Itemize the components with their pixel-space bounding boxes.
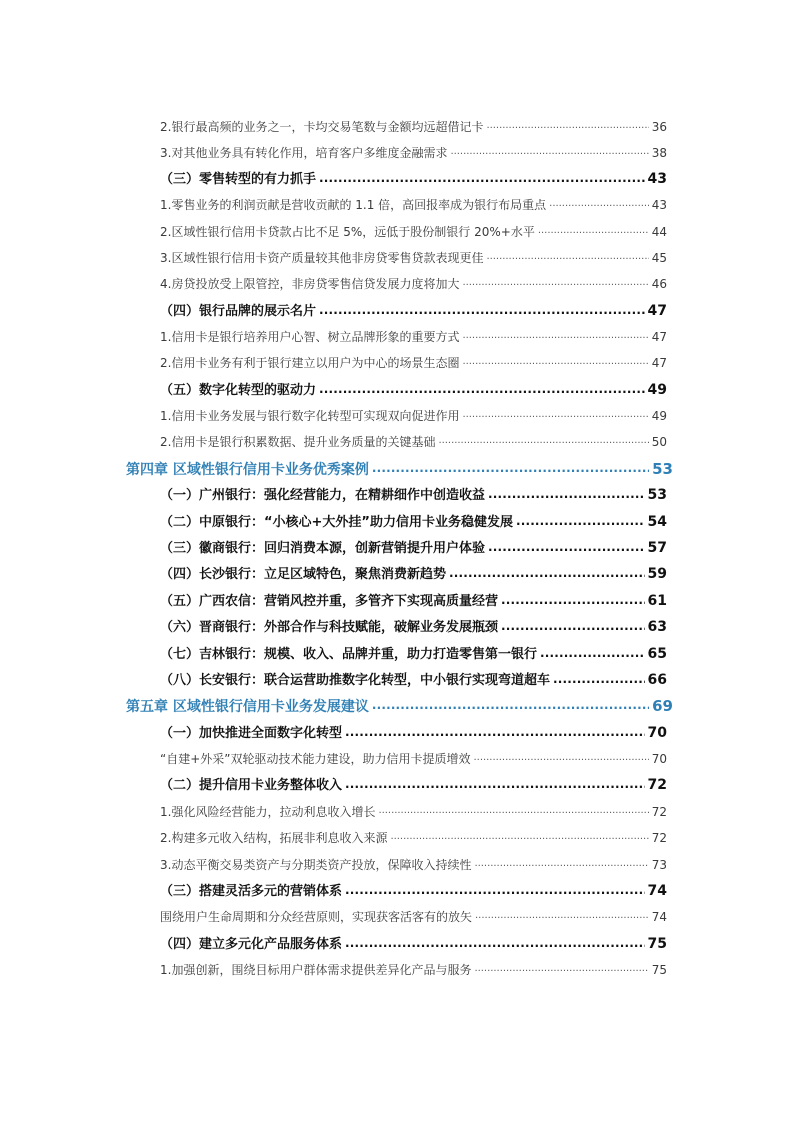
toc-entry[interactable] xyxy=(160,195,667,215)
toc-entry[interactable] xyxy=(160,749,667,769)
toc-entry[interactable] xyxy=(160,143,667,163)
toc-entry-title: （五）数字化转型的驱动力 xyxy=(160,383,317,398)
toc-entry[interactable] xyxy=(160,512,667,532)
toc-entry[interactable] xyxy=(160,248,667,268)
toc-entry-title: 第五章 区域性银行信用卡业务发展建议 xyxy=(126,699,369,715)
toc-leader-dots xyxy=(390,828,648,848)
toc-entry[interactable] xyxy=(160,380,667,400)
toc-entry-title: 1.信用卡是银行培养用户心智、树立品牌形象的重要方式 xyxy=(160,330,460,344)
toc-entry-title: 3.区域性银行信用卡资产质量较其他非房贷零售贷款表现更佳 xyxy=(160,251,484,265)
toc-chapter-entry[interactable] xyxy=(126,459,673,479)
toc-entry[interactable] xyxy=(160,274,667,294)
toc-entry-title: （三）搭建灵活多元的营销体系 xyxy=(160,884,343,899)
toc-leader-dots xyxy=(486,117,648,137)
toc-chapter-entry[interactable] xyxy=(126,696,673,716)
toc-leader-dots xyxy=(516,512,645,532)
toc-entry-page: 43 xyxy=(651,198,667,212)
toc-entry-page: 53 xyxy=(652,460,673,478)
toc-entry-page: 75 xyxy=(647,936,667,952)
toc-leader-dots xyxy=(319,169,645,189)
toc-entry-title: 2.信用卡是银行积累数据、提升业务质量的关键基础 xyxy=(160,435,436,449)
toc-entry-page: 49 xyxy=(651,409,667,423)
toc-entry[interactable] xyxy=(160,855,667,875)
toc-entry[interactable] xyxy=(160,591,667,611)
toc-leader-dots xyxy=(319,301,645,321)
toc-entry-title: （七）吉林银行：规模、收入、品牌并重，助力打造零售第一银行 xyxy=(160,647,538,662)
toc-leader-dots xyxy=(501,617,645,637)
toc-entry-page: 75 xyxy=(651,963,667,977)
toc-entry-title: （二）中原银行：“小核心+大外挂”助力信用卡业务稳健发展 xyxy=(160,515,513,530)
toc-entry[interactable] xyxy=(160,907,667,927)
toc-entry[interactable] xyxy=(160,775,667,795)
toc-leader-dots xyxy=(475,907,649,927)
toc-entry-page: 74 xyxy=(651,910,667,924)
toc-entry-title: 围绕用户生命周期和分众经营原则，实现获客活客有的放矢 xyxy=(160,910,473,924)
toc-entry-page: 36 xyxy=(651,120,667,134)
toc-entry-title: 2.构建多元收入结构，拓展非利息收入来源 xyxy=(160,831,388,845)
toc-entry-title: 2.信用卡业务有利于银行建立以用户为中心的场景生态圈 xyxy=(160,356,460,370)
toc-leader-dots xyxy=(372,459,649,479)
toc-entry-page: 57 xyxy=(647,540,667,556)
toc-entry-page: 44 xyxy=(651,225,667,239)
toc-entry-page: 47 xyxy=(651,356,667,370)
toc-entry-page: 70 xyxy=(651,752,667,766)
toc-entry[interactable] xyxy=(160,670,667,690)
toc-entry-page: 38 xyxy=(651,146,667,160)
toc-leader-dots xyxy=(462,406,648,426)
toc-entry[interactable] xyxy=(160,485,667,505)
toc-entry[interactable] xyxy=(160,301,667,321)
toc-entry-title: 2.区域性银行信用卡贷款占比不足 5%，远低于股份制银行 20%+水平 xyxy=(160,225,535,239)
toc-entry[interactable] xyxy=(160,117,667,137)
toc-entry[interactable] xyxy=(160,960,667,980)
toc-leader-dots xyxy=(345,775,645,795)
toc-entry[interactable] xyxy=(160,934,667,954)
toc-entry-page: 63 xyxy=(647,619,667,635)
toc-leader-dots xyxy=(449,564,645,584)
toc-entry[interactable] xyxy=(160,564,667,584)
toc-entry[interactable] xyxy=(160,327,667,347)
toc-entry-title: 1.信用卡业务发展与银行数字化转型可实现双向促进作用 xyxy=(160,409,460,423)
toc-entry-page: 69 xyxy=(652,697,673,715)
toc-entry[interactable] xyxy=(160,723,667,743)
toc-leader-dots xyxy=(553,670,645,690)
toc-entry[interactable] xyxy=(160,222,667,242)
toc-entry[interactable] xyxy=(160,406,667,426)
toc-entry-page: 46 xyxy=(651,277,667,291)
toc-entry-page: 74 xyxy=(647,883,667,899)
toc-entry[interactable] xyxy=(160,644,667,664)
toc-entry-title: “自建+外采”双轮驱动技术能力建设，助力信用卡提质增效 xyxy=(160,752,471,766)
toc-entry-title: （四）长沙银行：立足区域特色，聚焦消费新趋势 xyxy=(160,567,447,582)
toc-leader-dots xyxy=(372,696,649,716)
toc-entry-title: （四）建立多元化产品服务体系 xyxy=(160,937,343,952)
toc-leader-dots xyxy=(474,855,648,875)
toc-entry[interactable] xyxy=(160,432,667,452)
toc-entry-title: 4.房贷投放受上限管控，非房贷零售信贷发展力度将加大 xyxy=(160,277,460,291)
toc-entry-page: 45 xyxy=(651,251,667,265)
toc-leader-dots xyxy=(345,934,645,954)
toc-entry-title: （六）晋商银行：外部合作与科技赋能，破解业务发展瓶颈 xyxy=(160,620,499,635)
toc-leader-dots xyxy=(462,327,648,347)
toc-entry-page: 47 xyxy=(647,303,667,319)
toc-leader-dots xyxy=(450,143,648,163)
toc-entry-title: （三）零售转型的有力抓手 xyxy=(160,172,317,187)
toc-leader-dots xyxy=(345,723,645,743)
toc-leader-dots xyxy=(501,591,645,611)
toc-entry-title: 1.强化风险经营能力，拉动利息收入增长 xyxy=(160,805,376,819)
toc-entry-title: （一）加快推进全面数字化转型 xyxy=(160,726,343,741)
toc-entry[interactable] xyxy=(160,881,667,901)
toc-leader-dots xyxy=(540,644,645,664)
toc-entry[interactable] xyxy=(160,169,667,189)
toc-entry-title: 3.对其他业务具有转化作用，培育客户多维度金融需求 xyxy=(160,146,448,160)
toc-entry-title: （一）广州银行：强化经营能力，在精耕细作中创造收益 xyxy=(160,488,486,503)
toc-leader-dots xyxy=(462,353,648,373)
toc-leader-dots xyxy=(378,802,648,822)
toc-entry-page: 72 xyxy=(647,777,667,793)
toc-entry[interactable] xyxy=(160,828,667,848)
toc-entry-title: 2.银行最高频的业务之一，卡均交易笔数与金额均远超借记卡 xyxy=(160,120,484,134)
toc-leader-dots xyxy=(474,749,649,769)
toc-entry-page: 49 xyxy=(647,382,667,398)
toc-entry-page: 70 xyxy=(647,725,667,741)
toc-entry-title: （八）长安银行：联合运营助推数字化转型，中小银行实现弯道超车 xyxy=(160,673,551,688)
toc-entry-page: 72 xyxy=(651,805,667,819)
toc-leader-dots xyxy=(319,380,645,400)
toc-leader-dots xyxy=(345,881,645,901)
toc-leader-dots xyxy=(488,485,645,505)
toc-entry[interactable] xyxy=(160,617,667,637)
toc-leader-dots xyxy=(486,248,648,268)
toc-entry-page: 66 xyxy=(647,672,667,688)
toc-leader-dots xyxy=(538,222,649,242)
toc-entry[interactable] xyxy=(160,353,667,373)
toc-leader-dots xyxy=(488,538,645,558)
toc-entry-page: 47 xyxy=(651,330,667,344)
toc-entry-page: 54 xyxy=(647,514,667,530)
toc-entry-page: 61 xyxy=(647,593,667,609)
toc-entry-title: （二）提升信用卡业务整体收入 xyxy=(160,778,343,793)
toc-entry-page: 53 xyxy=(647,487,667,503)
toc-leader-dots xyxy=(438,432,648,452)
toc-entry-page: 73 xyxy=(651,858,667,872)
toc-entry-title: 3.动态平衡交易类资产与分期类资产投放，保障收入持续性 xyxy=(160,858,472,872)
toc-entry-title: （四）银行品牌的展示名片 xyxy=(160,304,317,319)
toc-leader-dots xyxy=(462,274,648,294)
toc-entry-title: （五）广西农信：营销风控并重，多管齐下实现高质量经营 xyxy=(160,594,499,609)
toc-entry[interactable] xyxy=(160,802,667,822)
toc-leader-dots xyxy=(549,195,649,215)
toc-leader-dots xyxy=(474,960,648,980)
toc-entry-page: 65 xyxy=(647,646,667,662)
toc-entry-page: 59 xyxy=(647,566,667,582)
toc-entry-title: （三）徽商银行：回归消费本源，创新营销提升用户体验 xyxy=(160,541,486,556)
toc-entry-page: 43 xyxy=(647,171,667,187)
toc-entry-title: 1.加强创新，围绕目标用户群体需求提供差异化产品与服务 xyxy=(160,963,472,977)
toc-entry-page: 72 xyxy=(651,831,667,845)
toc-entry-title: 第四章 区域性银行信用卡业务优秀案例 xyxy=(126,462,369,478)
toc-entry-title: 1.零售业务的利润贡献是营收贡献的 1.1 倍，高回报率成为银行布局重点 xyxy=(160,198,547,212)
toc-entry-page: 50 xyxy=(651,435,667,449)
toc-entry[interactable] xyxy=(160,538,667,558)
